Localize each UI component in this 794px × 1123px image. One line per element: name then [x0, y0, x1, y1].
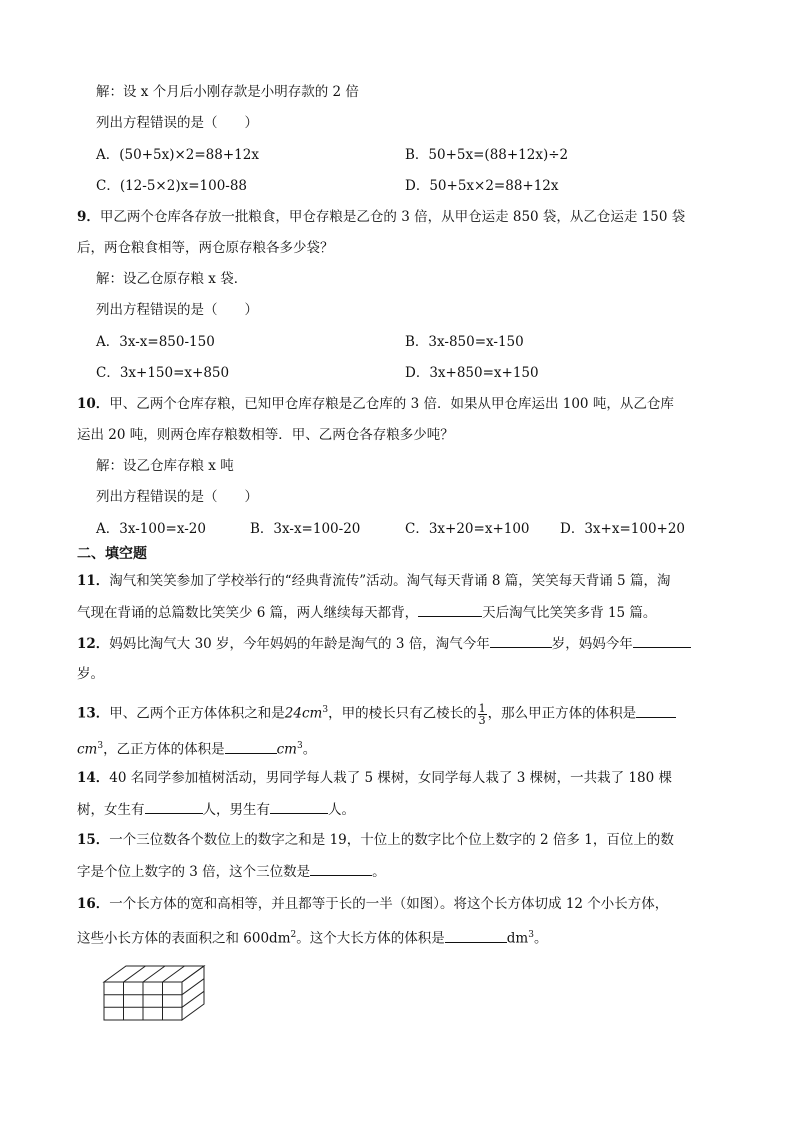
q11-number: 11． [77, 573, 110, 589]
section-heading-fill-in: 二、填空题 [77, 546, 147, 562]
q16-number: 16． [77, 896, 110, 912]
q10-option-b[interactable]: B．3x-x=100-20 [250, 521, 361, 537]
q10-option-a[interactable]: A．3x-100=x-20 [96, 521, 206, 537]
q16-line-2 [77, 925, 547, 949]
q9-number: 9． [77, 209, 100, 225]
q16-cuboid-figure [100, 962, 210, 1024]
q13-volume-unit: cm [301, 705, 323, 722]
q14-text-1: 40 名同学参加植树活动，男同学每人栽了 5 棵树，女同学每人栽了 3 棵树，一共栽了 180 棵 [109, 770, 672, 786]
q11-answer-blank[interactable] [418, 602, 482, 617]
q13-unit-1: cm [77, 741, 98, 758]
q14-answer-blank-1[interactable] [145, 799, 203, 814]
q11-text-2a: 气现在背诵的总篇数比笑笑少 6 篇，两人继续每天都背， [77, 605, 419, 621]
q11-line-2 [77, 602, 656, 623]
q10-text-1: 甲、乙两个仓库存粮，已知甲仓库存粮是乙仓库的 3 倍．如果从甲仓库运出 100 吨，从乙仓库 [109, 396, 674, 412]
q9-option-b[interactable]: B．3x-850=x-150 [405, 334, 524, 350]
q13-text-1b: ，甲的棱长只有乙棱长的 [328, 705, 477, 722]
q11-line-1 [77, 571, 670, 591]
q14-text-2b: 人，男生有 [202, 802, 270, 818]
q13-text-1c: ，那么甲正方体的体积是 [487, 705, 637, 722]
q10-option-d[interactable]: D．3x+x=100+20 [560, 521, 686, 537]
q10-option-c[interactable]: C．3x+20=x+100 [405, 521, 530, 537]
q8-prompt: 列出方程错误的是（ ） [96, 115, 258, 131]
q13-text-1a: 甲、乙两个正方体体积之和是 [109, 705, 285, 722]
q16-text-2c: dm [506, 930, 529, 947]
q15-line-2 [77, 861, 386, 882]
q10-line-2: 运出 20 吨，则两仓库存粮数相等．甲、乙两仓各存粮多少吨？ [77, 427, 454, 443]
q12-answer-blank-1[interactable] [490, 633, 552, 648]
q15-text-2a: 字是个位上数字的 3 倍，这个三位数是 [77, 864, 311, 880]
q9-prompt: 列出方程错误的是（ ） [96, 302, 258, 318]
q11-text-2b: 天后淘气比笑笑多背 15 篇。 [482, 605, 657, 621]
q10-number: 10． [77, 396, 110, 412]
q16-text-2-end: 。 [533, 930, 548, 947]
q9-option-d[interactable]: D．3x+850=x+150 [405, 365, 539, 381]
q9-option-a[interactable]: A．3x-x=850-150 [96, 334, 215, 350]
q15-text-2b: 。 [372, 864, 386, 880]
q13-text-2a: ，乙正方体的体积是 [103, 741, 225, 758]
q16-volume-exponent: 3 [528, 930, 534, 940]
q9-option-c[interactable]: C．3x+150=x+850 [96, 365, 230, 381]
q8-option-c[interactable]: C．(12-5×2)x=100-88 [96, 178, 248, 194]
q13-fraction-numerator: 1 [478, 701, 486, 715]
q16-text-2b: 。这个大长方体的体积是 [296, 930, 445, 947]
q8-option-b[interactable]: B．50+5x=(88+12x)÷2 [405, 147, 569, 163]
q14-answer-blank-2[interactable] [270, 799, 328, 814]
q15-line-1 [77, 830, 674, 850]
q10-prompt: 列出方程错误的是（ ） [96, 489, 258, 505]
q15-text-1: 一个三位数各个数位上的数字之和是 19，十位上的数字比个位上数字的 2 倍多 1，百位上的数 [109, 832, 674, 848]
q8-option-a[interactable]: A．(50+5x)×2=88+12x [96, 147, 259, 163]
q14-number: 14． [77, 770, 110, 786]
q14-line-1 [77, 768, 672, 788]
q10-solution: 解：设乙仓库存粮 x 吨 [96, 458, 234, 474]
q13-volume-value: 24 [284, 705, 302, 722]
q13-unit-1-exponent: 3 [97, 741, 104, 751]
q12-line-1 [77, 633, 691, 654]
q8-solution: 解：设 x 个月后小刚存款是小明存款的 2 倍 [96, 84, 359, 100]
q13-fraction-denominator: 3 [478, 713, 486, 727]
q12-line-2: 岁。 [77, 666, 104, 682]
q12-text-1b: 岁，妈妈今年 [551, 636, 633, 652]
q16-area-exponent: 2 [290, 930, 297, 940]
q8-option-d[interactable]: D．50+5x×2=88+12x [405, 178, 559, 194]
q9-solution: 解：设乙仓原存粮 x 袋． [96, 271, 248, 287]
q12-number: 12． [77, 636, 110, 652]
q16-answer-blank[interactable] [445, 928, 507, 943]
q14-line-2 [77, 799, 355, 820]
q9-line-1 [77, 207, 685, 227]
q13-answer-blank-1[interactable] [636, 703, 676, 718]
q15-answer-blank[interactable] [310, 861, 372, 876]
q13-text-2-end: 。 [302, 741, 317, 758]
q16-line-1 [77, 894, 668, 914]
q15-number: 15． [77, 832, 110, 848]
q13-unit-2-exponent: 3 [296, 741, 303, 751]
q16-text-1: 一个长方体的宽和高相等，并且都等于长的一半（如图）。将这个长方体切成 12 个小长方体， [109, 896, 669, 912]
q13-line-1 [77, 700, 676, 726]
q9-line-2: 后，两仓粮食相等，两仓原存粮各多少袋？ [77, 240, 334, 256]
q12-text-1a: 妈妈比淘气大 30 岁，今年妈妈的年龄是淘气的 3 倍，淘气今年 [109, 636, 490, 652]
q14-text-2c: 人。 [328, 802, 355, 818]
q14-text-2a: 树，女生有 [77, 802, 145, 818]
q13-line-2 [77, 736, 316, 760]
q13-number: 13． [77, 705, 110, 722]
q10-line-1 [77, 394, 674, 414]
q9-text-1: 甲乙两个仓库各存放一批粮食，甲仓存粮是乙仓的 3 倍，从甲仓运走 850 袋，从乙仓运走 150 袋 [99, 209, 686, 225]
q13-fraction [478, 703, 487, 726]
q16-text-2a: 这些小长方体的表面积之和 600dm [77, 930, 291, 947]
q13-answer-blank-2[interactable] [225, 739, 277, 754]
q13-unit-2: cm [276, 741, 297, 758]
q13-unit-exponent: 3 [322, 705, 329, 715]
q12-answer-blank-2[interactable] [633, 633, 691, 648]
q11-text-1: 淘气和笑笑参加了学校举行的“经典背流传”活动。淘气每天背诵 8 篇，笑笑每天背诵 5 篇，淘 [109, 573, 671, 589]
